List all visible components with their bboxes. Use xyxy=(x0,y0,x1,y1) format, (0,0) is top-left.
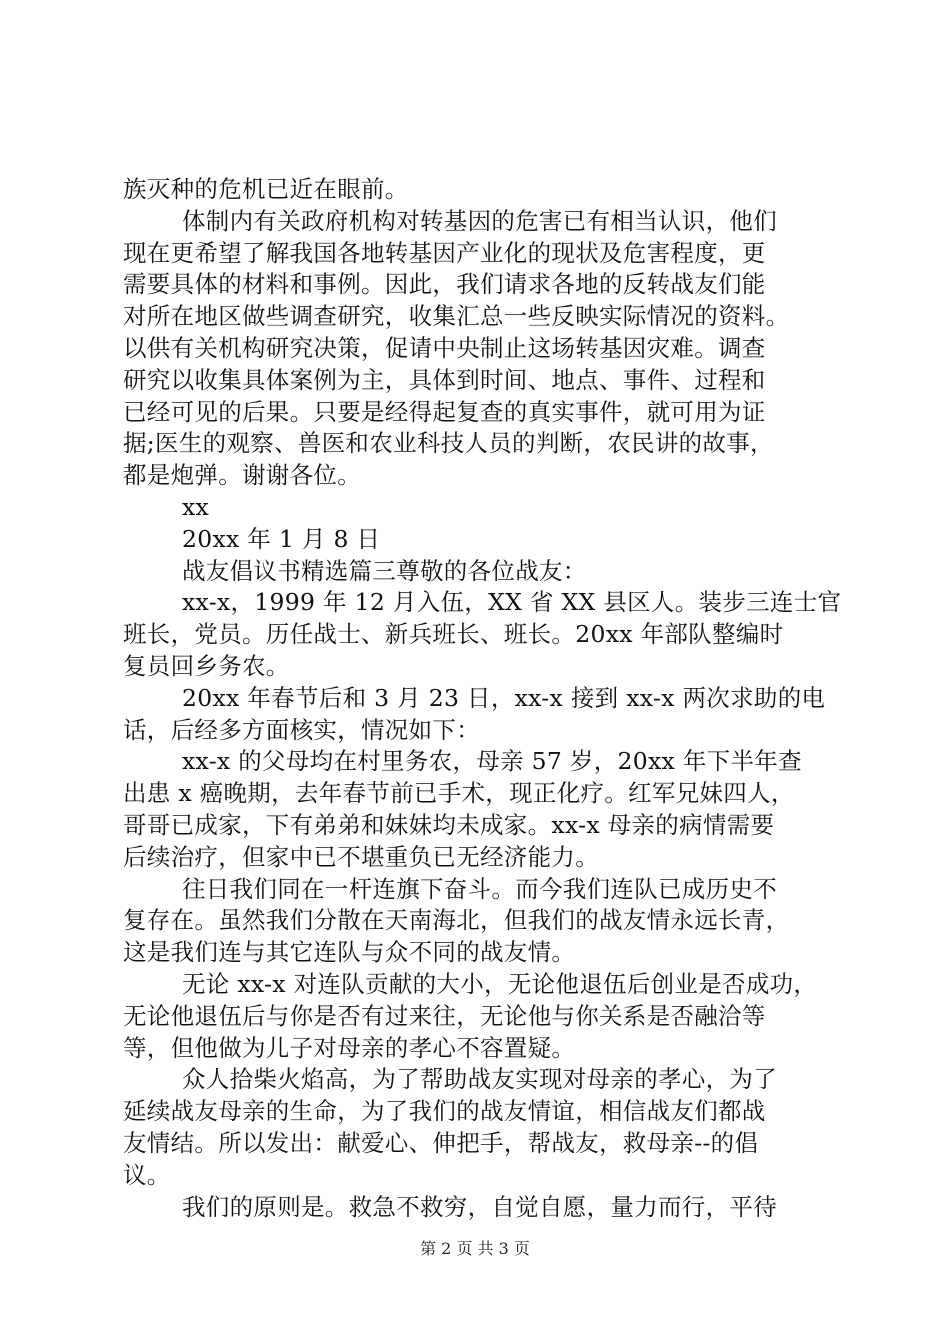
text-line: 延续战友母亲的生命，为了我们的战友情谊，相信战友们都战 xyxy=(123,1097,766,1126)
text-line: 已经可见的后果。只要是经得起复查的真实事件，就可用为证 xyxy=(123,397,766,426)
text-line: 族灭种的危机已近在眼前。 xyxy=(123,175,409,203)
signature-date: 20xx 年 1 月 8 日 xyxy=(182,524,381,553)
text-line: 需要具体的材料和事例。因此，我们请求各地的反转战友们能 xyxy=(123,270,766,299)
section-heading: 战友倡议书精选篇三尊敬的各位战友： xyxy=(182,556,587,585)
text-line: 出患 x 癌晚期，去年春节前已手术，现正化疗。红军兄妹四人， xyxy=(123,779,795,808)
text-line: 据;医生的观察、兽医和农业科技人员的判断，农民讲的故事， xyxy=(123,429,774,458)
text-line: 后续治疗，但家中已不堪重负已无经济能力。 xyxy=(123,842,599,871)
text-line: 体制内有关政府机构对转基因的危害已有相当认识，他们 xyxy=(182,206,777,235)
text-line: 20xx 年春节后和 3 月 23 日，xx-x 接到 xx-x 两次求助的电 xyxy=(182,683,826,712)
text-line: 无论 xx-x 对连队贡献的大小，无论他退伍后创业是否成功， xyxy=(182,969,818,998)
text-line: 班长，党员。历任战士、新兵班长、班长。20xx 年部队整编时 xyxy=(123,620,784,649)
text-line: xx-x 的父母均在村里务农，母亲 57 岁，20xx 年下半年查 xyxy=(182,747,802,776)
text-line: xx-x，1999 年 12 月入伍，XX 省 XX 县区人。装步三连士官 xyxy=(182,588,842,617)
text-line: 往日我们同在一杆连旗下奋斗。而今我们连队已成历史不 xyxy=(182,874,777,903)
text-line: 以供有关机构研究决策，促请中央制止这场转基因灾难。调查 xyxy=(123,333,766,362)
signature-name: xx xyxy=(182,492,210,521)
text-line: 这是我们连与其它连队与众不同的战友情。 xyxy=(123,938,576,967)
text-line: 友情结。所以发出：献爱心、伸把手，帮战友，救母亲--的倡 xyxy=(123,1128,759,1157)
text-line: 研究以收集具体案例为主，具体到时间、地点、事件、过程和 xyxy=(123,365,766,394)
page-footer: 第 2 页 共 3 页 xyxy=(420,1239,530,1258)
text-line: 我们的原则是。救急不救穷，自觉自愿，量力而行，平待 xyxy=(182,1192,777,1221)
text-line: 复员回乡务农。 xyxy=(123,651,290,680)
text-line: 哥哥已成家，下有弟弟和妹妹均未成家。xx-x 母亲的病情需要 xyxy=(123,810,775,839)
text-line: 对所在地区做些调查研究，收集汇总一些反映实际情况的资料。 xyxy=(123,302,790,331)
text-line: 都是炮弹。谢谢各位。 xyxy=(123,461,361,490)
document-body xyxy=(123,174,843,1223)
text-line: 无论他退伍后与你是否有过来往，无论他与你关系是否融洽等 xyxy=(123,1001,766,1030)
text-line: 话，后经多方面核实，情况如下： xyxy=(123,715,480,744)
text-line: 众人拾柴火焰高，为了帮助战友实现对母亲的孝心，为了 xyxy=(182,1065,777,1094)
text-line: 复存在。虽然我们分散在天南海北，但我们的战友情永远长青， xyxy=(123,906,790,935)
text-line: 等，但他做为儿子对母亲的孝心不容置疑。 xyxy=(123,1033,576,1062)
text-line: 现在更希望了解我国各地转基因产业化的现状及危害程度，更 xyxy=(123,238,766,267)
text-line: 议。 xyxy=(123,1160,171,1189)
